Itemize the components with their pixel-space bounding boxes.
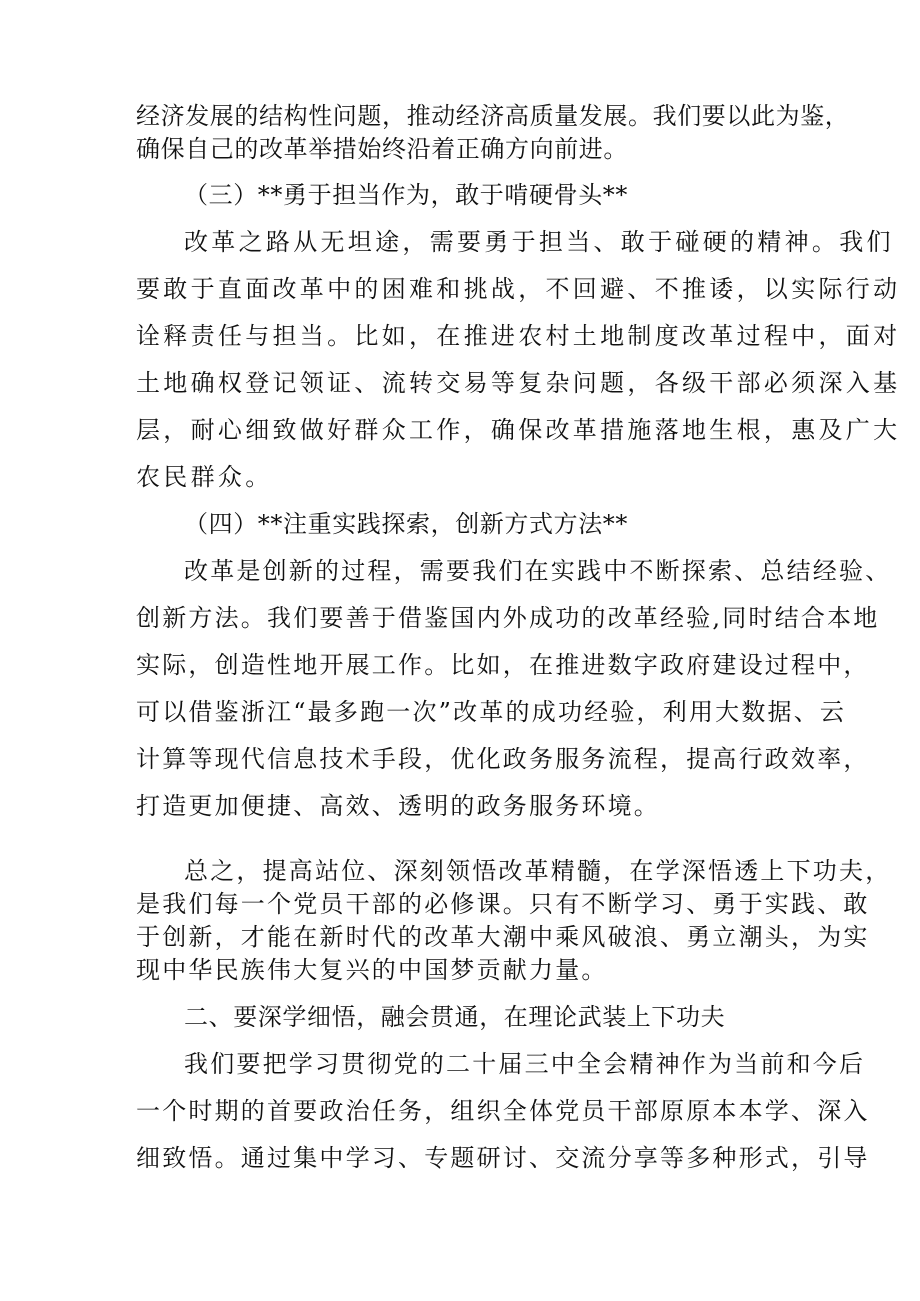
- paragraph-line-6: 诠释责任与担当。比如，在推进农村土地制度改革过程中，面对: [136, 322, 901, 350]
- paragraph-line-12: 创新方法。我们要善于借鉴国内外成功的改革经验,同时结合本地: [136, 604, 880, 632]
- paragraph-line-24: 细致悟。通过集中学习、专题研讨、交流分享等多种形式，引导: [136, 1144, 870, 1172]
- paragraph-line-9: 农民群众。: [136, 463, 273, 491]
- paragraph-line-13: 实际，创造性地开展工作。比如，在推进数字政府建设过程中，: [136, 651, 870, 679]
- summary-line-20: 现中华民族伟大复兴的中国梦贡献力量。: [136, 956, 608, 984]
- text-line-1: 经济发展的结构性问题，推动经济高质量发展。我们要以此为鉴，: [136, 102, 850, 130]
- chapter-heading-21: 二、要深学细悟，融会贯通，在理论武装上下功夫: [184, 1003, 726, 1031]
- paragraph-line-8: 层，耐心细致做好群众工作，确保改革措施落地生根，惠及广大: [136, 416, 901, 444]
- paragraph-line-7: 土地确权登记领证、流转交易等复杂问题，各级干部必须深入基: [136, 369, 901, 397]
- paragraph-line-5: 要敢于直面改革中的困难和挑战，不回避、不推诿，以实际行动: [136, 275, 901, 303]
- paragraph-line-4: 改革之路从无坦途，需要勇于担当、敢于碰硬的精神。我们: [184, 228, 894, 256]
- paragraph-line-16: 打造更加便捷、高效、透明的政务服务环境。: [136, 792, 660, 820]
- paragraph-line-11: 改革是创新的过程，需要我们在实践中不断探索、总结经验、: [184, 557, 892, 585]
- paragraph-line-14: 可以借鉴浙江“最多跑一次”改革的成功经验，利用大数据、云: [136, 698, 847, 726]
- summary-line-18: 是我们每一个党员干部的必修课。只有不断学习、勇于实践、敢: [136, 890, 870, 918]
- section-heading-3: （三）**勇于担当作为，敢于啃硬骨头**: [184, 181, 628, 209]
- paragraph-line-23: 一个时期的首要政治任务，组织全体党员干部原原本本学、深入: [136, 1097, 870, 1125]
- section-heading-4: （四）**注重实践探索，创新方式方法**: [184, 510, 628, 538]
- paragraph-line-22: 我们要把学习贯彻党的二十届三中全会精神作为当前和今后: [184, 1050, 866, 1078]
- summary-line-17: 总之，提高站位、深刻领悟改革精髓，在学深悟透上下功夫，: [184, 857, 892, 885]
- text-line-2: 确保自己的改革举措始终沿着正确方向前进。: [136, 135, 628, 163]
- summary-line-19: 于创新，才能在新时代的改革大潮中乘风破浪、勇立潮头，为实: [136, 923, 870, 951]
- paragraph-line-15: 计算等现代信息技术手段，优化政务服务流程，提高行政效率，: [136, 745, 870, 773]
